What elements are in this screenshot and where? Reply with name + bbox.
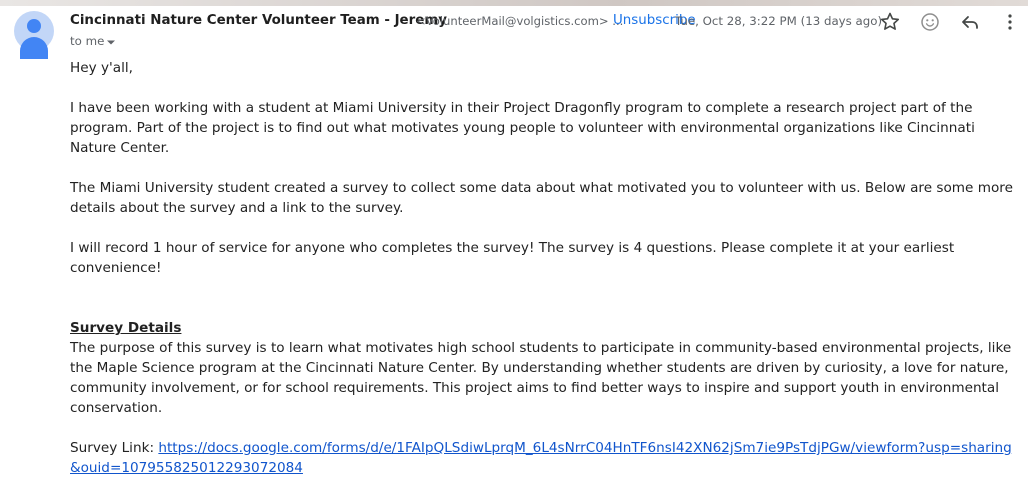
spacer [70, 78, 1020, 98]
paragraph-1: I have been working with a student at Miami University in their Project Dragonfly program to complete a research project part of the program. Part of the project is to find out what motivates young people to volunteer with environmental organizations like Cincinnati Nature Center. [70, 100, 975, 156]
top-strip [0, 0, 1028, 6]
email-body [70, 58, 1020, 478]
survey-heading: Survey Details [70, 320, 182, 336]
avatar-head-shape [27, 19, 41, 33]
chevron-down-icon[interactable] [104, 34, 118, 48]
paragraph-2: The Miami University student created a survey to collect some data about what motivated you to volunteer with us. Below are some more details about the survey and a link to the survey. [70, 180, 1013, 216]
survey-link-label: Survey Link: [70, 440, 155, 456]
greeting: Hey y'all, [70, 60, 133, 76]
spacer [70, 418, 1020, 438]
spacer [70, 278, 1020, 318]
spacer [70, 218, 1020, 238]
spacer [70, 158, 1020, 178]
sender-name[interactable]: Cincinnati Nature Center Volunteer Team - Jeremy [70, 13, 448, 28]
sender-email[interactable]: <VolunteerMail@volgistics.com> ... [416, 14, 624, 28]
star-icon[interactable] [878, 10, 902, 34]
survey-description: The purpose of this survey is to learn what motivates high school students to participate in community-based environmental projects, like the Maple Science program at the Cincinnati Nature Center. By understanding whether students are driven by curiosity, a love for nature, community involvement, or for school requirements. This project aims to find better ways to inspire and support youth in environmental conservation. [70, 340, 1012, 416]
survey-link[interactable]: https://docs.google.com/forms/d/e/1FAIpQLSdiwLprqM_6L4sNrrC04HnTF6nsI42XN62jSm7ie9PsTdjPGw/viewform?usp=sharing&ouid=107955825012293072084 [70, 440, 1012, 476]
email-date[interactable]: Tue, Oct 28, 3:22 PM (13 days ago) [675, 14, 883, 28]
survey-link-line [70, 438, 1020, 478]
avatar-body-shape [20, 37, 48, 59]
avatar[interactable] [14, 11, 54, 51]
paragraph-3: I will record 1 hour of service for anyone who completes the survey! The survey is 4 questions. Please complete it at your earliest convenience! [70, 240, 955, 276]
unsubscribe-link[interactable]: Unsubscribe [613, 13, 696, 28]
more-vert-icon[interactable] [998, 10, 1022, 34]
recipient-line: to me [70, 34, 105, 48]
reply-icon[interactable] [958, 10, 982, 34]
emoji-icon[interactable] [918, 10, 942, 34]
